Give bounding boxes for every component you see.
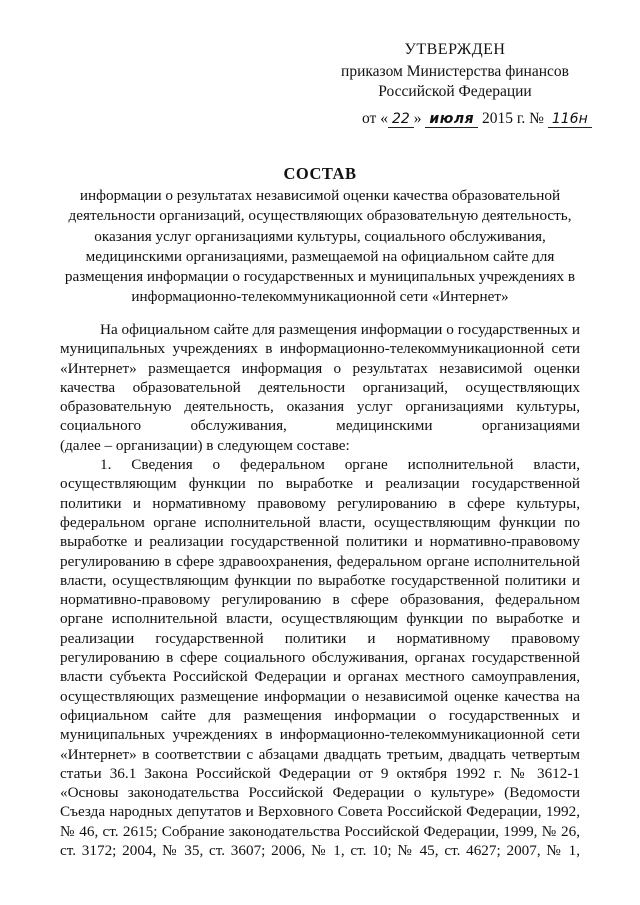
item-1-line: выработке и реализации государственной политики и нормативно-правовому [60, 533, 580, 551]
date-month: июля [425, 112, 478, 128]
item-1-line: 1. Сведения о федеральном органе исполнительной власти, [100, 456, 580, 474]
item-1-line: федеральном органе исполнительной власти, осуществляющим функции по [60, 513, 580, 531]
item-1-line: «Основы законодательства Российской Федерации о культуре» (Ведомости [60, 784, 580, 802]
intro-paragraph-line: На официальном сайте для размещения информации о государственных и [100, 321, 580, 338]
item-1-line: власти субъекта Российской Федерации и органах местного самоуправления, [60, 668, 580, 686]
item-1-line: власти, осуществляющим функции по выработке государственной политики и [60, 571, 580, 589]
item-1-line: органе исполнительной власти, осуществляющим функции по выработке и [60, 610, 580, 628]
intro-paragraph-line: (далее – организации) в следующем составе: [60, 436, 350, 454]
document-title: СОСТАВ [283, 164, 357, 183]
approval-line-order: приказом Министерства финансов [341, 63, 569, 80]
item-1-line: нормативно-правовому регулированию в сфере образования, федеральном [60, 591, 580, 609]
item-1-line: официальном сайте для размещения информации о государственных и [60, 706, 580, 724]
item-1-line: «Интернет» в соответствии с абзацами двадцать третьим, двадцать четвертым [60, 745, 580, 763]
item-1-line: регулированию в сфере социального обслуживания, органах государственной [60, 649, 580, 667]
item-1-line: реализации государственной политики и нормативному правовому [60, 629, 580, 647]
item-1-line: № 46, ст. 2615; Собрание законодательства Российской Федерации, 1999, № 26, [60, 822, 580, 840]
date-mid: » [413, 110, 422, 127]
date-day: 22 [388, 112, 414, 128]
subtitle-line: размещения информации о государственных и муниципальных учреждениях в [64, 268, 576, 286]
item-1-line: осуществляющим функции по выработке и реализации государственной [60, 475, 580, 493]
item-1-line: статьи 36.1 Закона Российской Федерации от 9 октября 1992 г. № 3612-1 [60, 764, 580, 782]
subtitle-line: оказания услуг организациями культуры, социального обслуживания, [94, 227, 546, 245]
item-1-line: регулированию в сфере здравоохранения, федеральном органе исполнительной [60, 552, 580, 570]
item-1-line: муниципальных учреждениях в информационно-телекоммуникационной сети [60, 726, 580, 744]
approval-block [330, 40, 580, 102]
approval-line-country: Российской Федерации [378, 83, 532, 100]
intro-paragraph-line: «Интернет» размещается информация о результатах независимой оценки [60, 359, 580, 377]
item-1-line: Съезда народных депутатов и Верховного Совета Российской Федерации, 1992, [60, 803, 580, 821]
date-prefix: от « [362, 110, 388, 127]
intro-paragraph-line: муниципальных учреждениях в информационно-телекоммуникационной сети [60, 340, 580, 358]
intro-paragraph-line: социального обслуживания, медицинскими организациями [60, 417, 580, 435]
subtitle-line: деятельности организаций, осуществляющих образовательную деятельность, [68, 207, 572, 225]
subtitle-line: информации о результатах независимой оценки качества образовательной [79, 187, 561, 204]
approval-title: УТВЕРЖДЕН [404, 41, 506, 58]
date-year: 2015 г. № [481, 110, 544, 127]
document-body [60, 320, 580, 860]
subtitle-line: медицинскими организациями, размещаемой на официальном сайте для [85, 247, 555, 265]
subtitle-line: информационно-телекоммуникационной сети «Интернет» [131, 288, 509, 306]
item-1-line: ст. 3172; 2004, № 35, ст. 3607; 2006, № 1, ст. 10; № 45, ст. 4627; 2007, № 1, [60, 842, 580, 860]
intro-paragraph-line: образовательную деятельность, оказания услуг организациями культуры, [60, 398, 580, 416]
intro-paragraph-line: качества образовательной деятельности организаций, осуществляющих [60, 378, 580, 396]
order-number: 116н [548, 112, 592, 128]
approval-date-line [362, 110, 592, 128]
item-1-line: осуществляющих размещение информации о независимой оценке качества на [60, 687, 580, 705]
document-subtitle [60, 186, 580, 308]
item-1-line: политики и нормативному правовому регулированию в сфере культуры, [60, 494, 580, 512]
